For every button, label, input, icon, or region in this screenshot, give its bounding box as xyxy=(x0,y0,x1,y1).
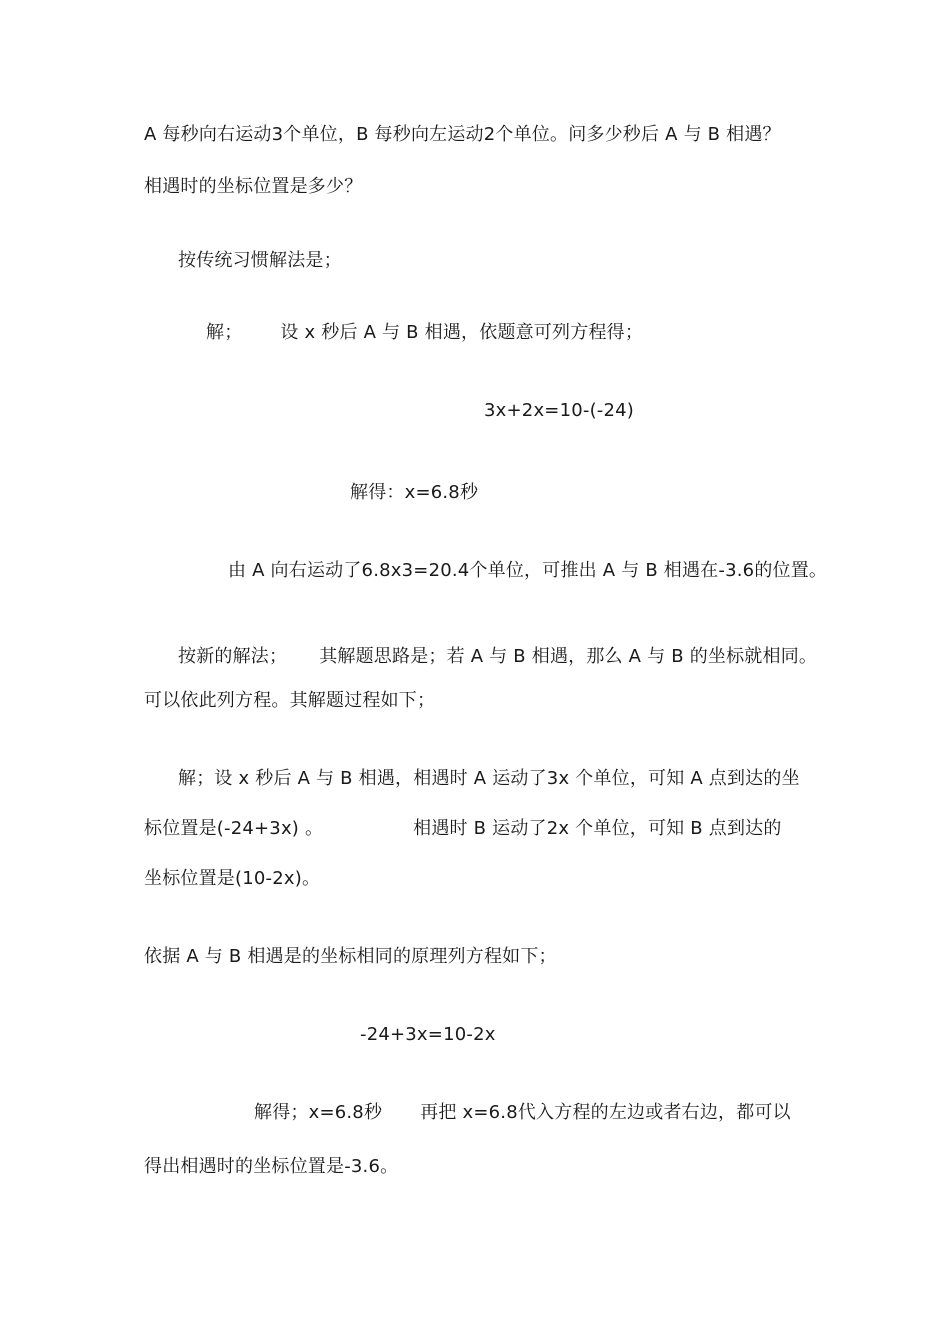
problem-line-2 xyxy=(144,174,362,200)
solution-setup-text: 设 x 秒后 A 与 B 相遇，依题意可列方程得； xyxy=(280,322,644,343)
result-text-2: 解得；x=6.8秒 xyxy=(254,1102,383,1123)
conclusion-text-1: 由 A 向右运动了6.8x3=20.4个单位，可推出 A 与 B 相遇在-3.6的位置。 xyxy=(228,560,828,581)
new-solution-text-1: 解；设 x 秒后 A 与 B 相遇，相遇时 A 运动了3x 个单位，可知 A 点到达的坐 xyxy=(178,768,800,789)
new-solution-line-2 xyxy=(144,816,782,842)
new-solution-text-3: 坐标位置是(10-2x)。 xyxy=(144,868,321,889)
result-text-1: 解得：x=6.8秒 xyxy=(350,482,479,503)
new-method-label: 按新的解法； xyxy=(178,646,288,667)
traditional-result xyxy=(350,480,478,506)
traditional-solution-setup xyxy=(206,320,643,346)
solution-label: 解； xyxy=(206,322,243,343)
new-equation xyxy=(360,1022,496,1048)
final-conclusion xyxy=(144,1154,398,1180)
traditional-conclusion xyxy=(228,558,827,584)
problem-text-2: 相遇时的坐标位置是多少？ xyxy=(144,176,363,197)
new-method-text-2: 可以依此列方程。其解题过程如下； xyxy=(144,690,436,711)
traditional-method-text: 按传统习惯解法是； xyxy=(178,250,342,271)
problem-line-1 xyxy=(144,122,781,148)
substitution-text: 再把 x=6.8代入方程的左边或者右边，都可以 xyxy=(420,1102,791,1123)
equation-text-2: -24+3x=10-2x xyxy=(360,1024,496,1045)
new-solution-text-2a: 标位置是(-24+3x) 。 xyxy=(144,818,324,839)
new-solution-line-3 xyxy=(144,866,320,892)
new-solution-text-2b: 相遇时 B 运动了2x 个单位，可知 B 点到达的 xyxy=(413,818,782,839)
traditional-equation xyxy=(484,398,634,424)
problem-text-1: A 每秒向右运动3个单位，B 每秒向左运动2个单位。问多少秒后 A 与 B 相遇？ xyxy=(144,124,781,145)
new-method-line-2 xyxy=(144,688,435,714)
final-conclusion-text: 得出相遇时的坐标位置是-3.6。 xyxy=(144,1156,399,1177)
new-solution-line-1 xyxy=(178,766,800,792)
new-method-heading xyxy=(178,644,817,670)
equation-text-1: 3x+2x=10-(-24) xyxy=(484,400,635,421)
traditional-method-heading xyxy=(178,248,342,274)
principle-text: 依据 A 与 B 相遇是的坐标相同的原理列方程如下； xyxy=(144,946,557,967)
new-result-line xyxy=(254,1100,791,1126)
new-method-idea: 其解题思路是；若 A 与 B 相遇，那么 A 与 B 的坐标就相同。 xyxy=(319,646,818,667)
principle-line xyxy=(144,944,557,970)
